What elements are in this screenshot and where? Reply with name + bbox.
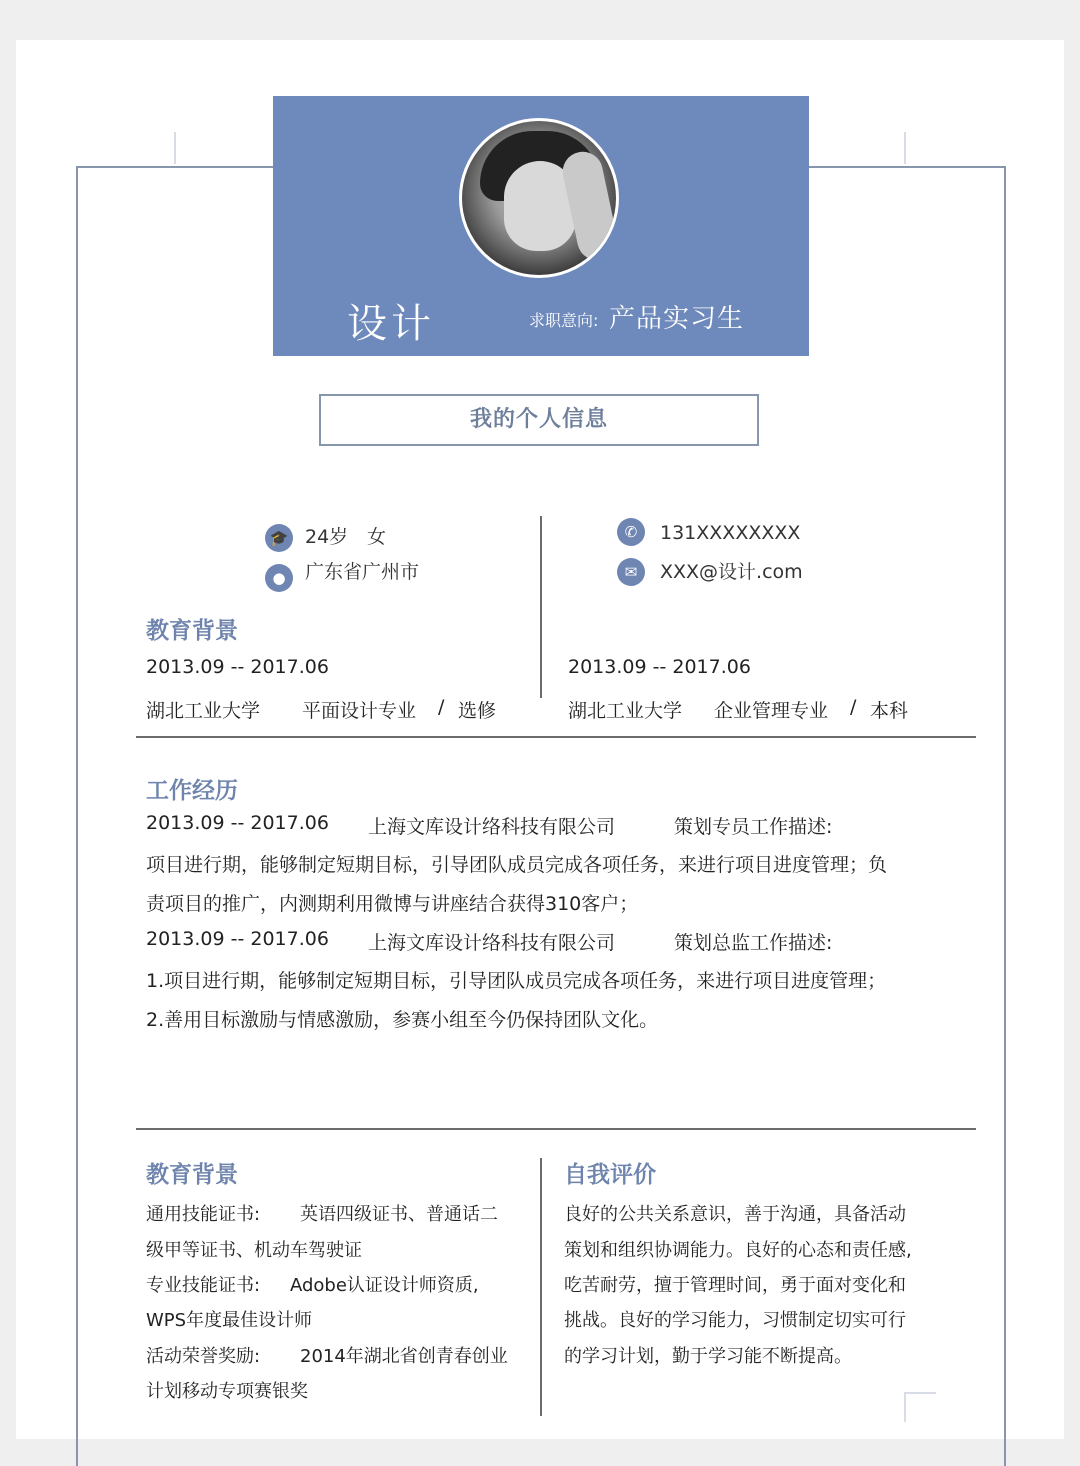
cert-value: Adobe认证设计师资质,	[290, 1275, 479, 1296]
job-desc-line: 2.善用目标激励与情感激励，参赛小组至今仍保持团队文化。	[146, 1009, 659, 1031]
job-intent-value: 产品实习生	[609, 304, 745, 334]
edu-left-school: 湖北工业大学	[146, 700, 261, 722]
cert-value: 英语四级证书、普通话二	[300, 1204, 498, 1225]
edu-right-period: 2013.09 -- 2017.06	[568, 656, 751, 678]
self-eval-line: 策划和组织协调能力。良好的心态和责任感,	[564, 1240, 912, 1261]
job-company: 上海文库设计络科技有限公司	[368, 816, 616, 838]
cert-value: 计划移动专项赛银奖	[146, 1381, 308, 1402]
cert-label: 活动荣誉奖励:	[146, 1346, 261, 1367]
job-role: 策划专员工作描述:	[674, 816, 833, 838]
resume-sheet	[16, 40, 1064, 1439]
location-text: 广东省广州市	[305, 561, 420, 583]
divider-vertical	[540, 516, 542, 698]
edu-right-sep: /	[850, 696, 857, 718]
edu-left-degree: 选修	[458, 700, 497, 722]
self-eval-line: 吃苦耐劳，擅于管理时间，勇于面对变化和	[564, 1275, 906, 1296]
phone-icon: ✆	[617, 518, 645, 546]
graduation-cap-icon: 🎓	[265, 524, 293, 552]
certs-title: 教育背景	[146, 1162, 238, 1188]
age-text: 24岁	[305, 526, 349, 548]
cert-value: 2014年湖北省创青春创业	[300, 1346, 508, 1367]
self-eval-line: 的学习计划，勤于学习能不断提高。	[564, 1346, 852, 1367]
job-intent-label: 求职意向:	[529, 311, 599, 330]
personal-info-title: 我的个人信息	[319, 394, 759, 446]
profile-header	[273, 96, 809, 356]
cert-value: WPS年度最佳设计师	[146, 1310, 313, 1331]
education-title: 教育背景	[146, 618, 238, 644]
cert-label: 专业技能证书:	[146, 1275, 261, 1296]
job-role: 策划总监工作描述:	[674, 932, 833, 954]
work-title: 工作经历	[146, 778, 238, 804]
job-desc-line: 责项目的推广，内测期利用微博与讲座结合获得310客户；	[146, 893, 639, 915]
cert-value: 级甲等证书、机动车驾驶证	[146, 1240, 362, 1261]
candidate-name: 设计	[347, 301, 435, 347]
phone-text: 131XXXXXXXX	[660, 522, 801, 544]
mail-icon: ✉	[617, 558, 645, 586]
corner-mark	[904, 1392, 936, 1394]
job-period: 2013.09 -- 2017.06	[146, 928, 329, 950]
divider-horizontal	[136, 736, 976, 738]
edu-right-degree: 本科	[870, 700, 909, 722]
cert-label: 通用技能证书:	[146, 1204, 261, 1225]
edu-left-period: 2013.09 -- 2017.06	[146, 656, 329, 678]
email-text: XXX@设计.com	[660, 561, 803, 583]
self-eval-line: 挑战。良好的学习能力，习惯制定切实可行	[564, 1310, 906, 1331]
divider-horizontal	[136, 1128, 976, 1130]
job-desc-line: 1.项目进行期，能够制定短期目标，引导团队成员完成各项任务，来进行项目进度管理；	[146, 970, 887, 992]
edu-right-major: 企业管理专业	[714, 700, 829, 722]
job-period: 2013.09 -- 2017.06	[146, 812, 329, 834]
location-pin-icon: ●	[265, 564, 293, 592]
corner-mark	[904, 132, 906, 164]
job-desc-line: 项目进行期，能够制定短期目标，引导团队成员完成各项任务，来进行项目进度管理；负	[146, 854, 888, 876]
divider-vertical	[540, 1158, 542, 1416]
edu-left-sep: /	[438, 696, 445, 718]
gender-text: 女	[367, 526, 387, 548]
avatar	[459, 118, 619, 278]
edu-right-school: 湖北工业大学	[568, 700, 683, 722]
corner-mark	[904, 1392, 906, 1422]
job-company: 上海文库设计络科技有限公司	[368, 932, 616, 954]
self-eval-line: 良好的公共关系意识，善于沟通，具备活动	[564, 1204, 906, 1225]
self-eval-title: 自我评价	[564, 1162, 656, 1188]
corner-mark	[174, 132, 176, 164]
edu-left-major: 平面设计专业	[302, 700, 417, 722]
